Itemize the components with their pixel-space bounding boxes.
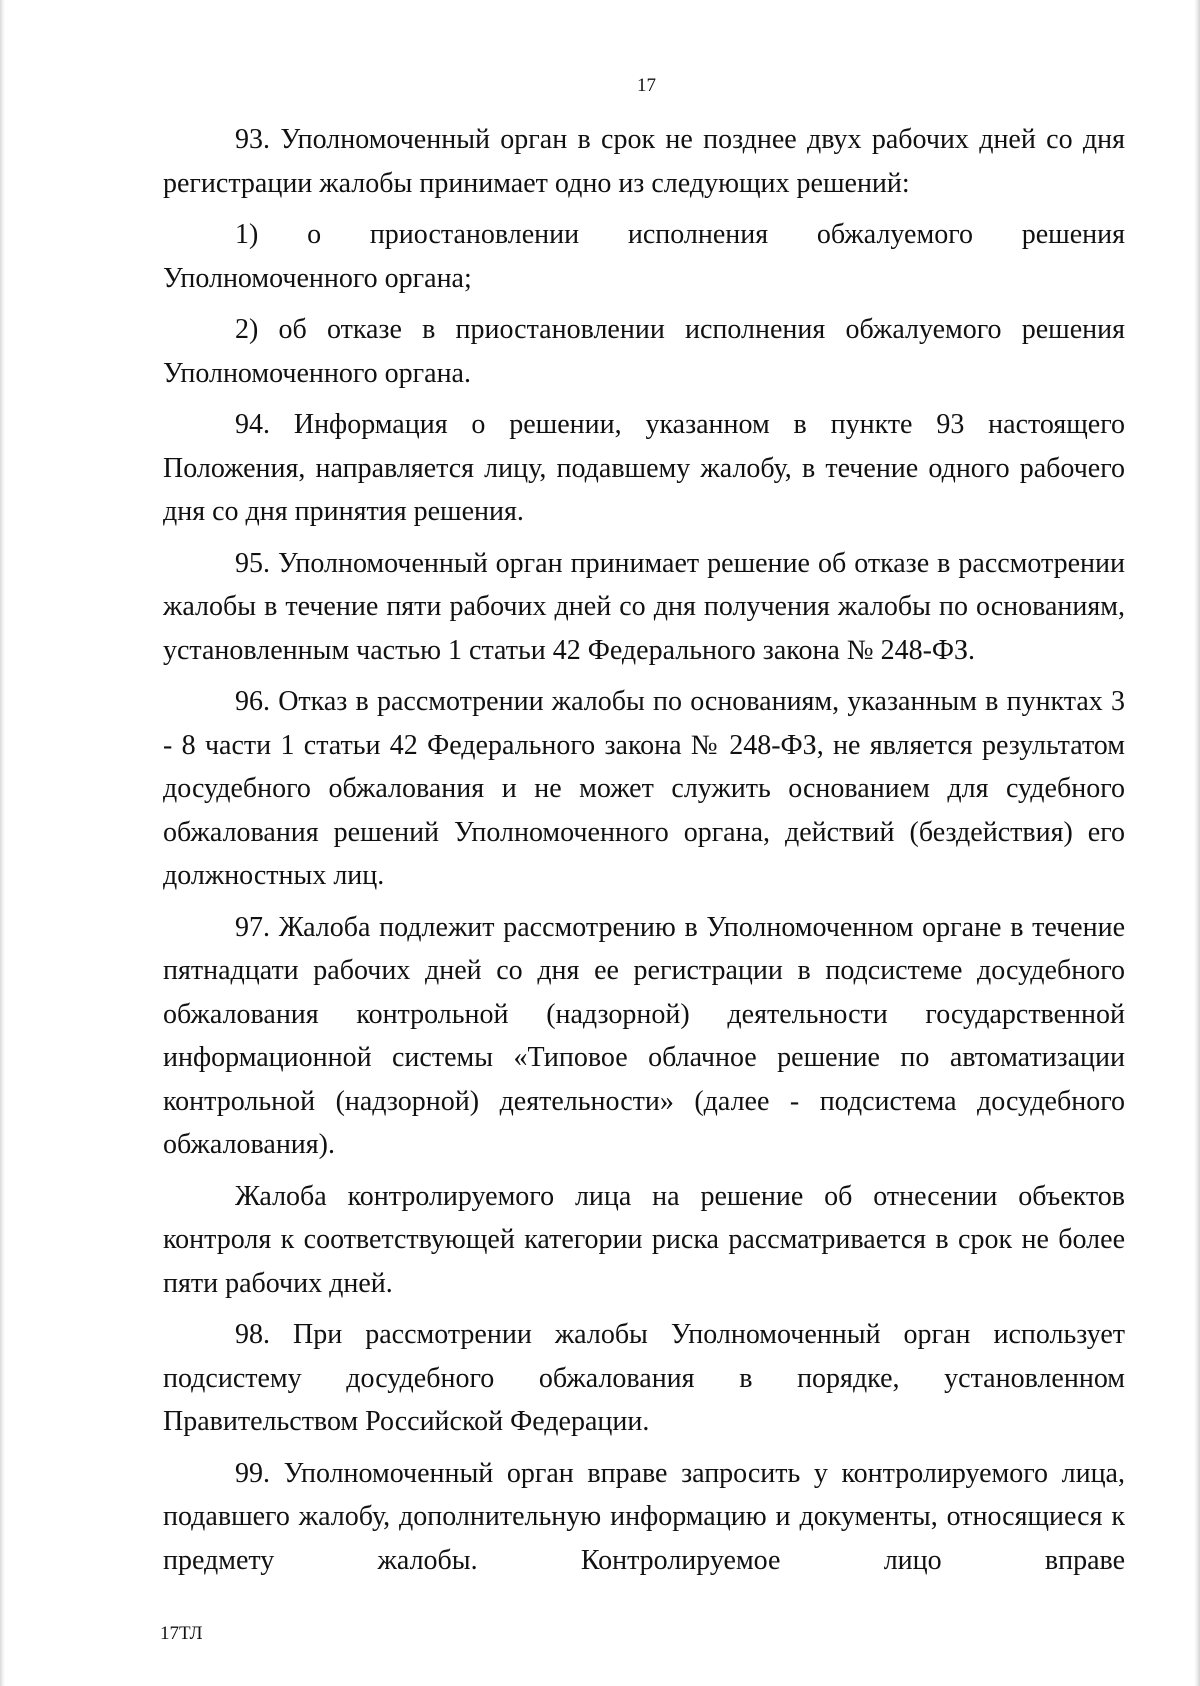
paragraph-98: 98. При рассмотрении жалобы Уполномоченный орган использует подсистему досудебного обжалования в порядке, установленном Правительством Российской Федерации. — [163, 1319, 1125, 1437]
scan-edge-right — [1194, 0, 1200, 1686]
paragraph-94: 94. Информация о решении, указанном в пункте 93 настоящего Положения, направляется лицу, подавшему жалобу, в течение одного рабочего дня со дня принятия решения. — [163, 409, 1125, 527]
paragraph-96: 96. Отказ в рассмотрении жалобы по основаниям, указанным в пунктах 3 - 8 части 1 статьи 42 Федерального закона № 248-ФЗ, не является результатом досудебного обжалования и не может служить основанием для судебного обжалования решений Уполномоченного органа, действий (бездействия) его должностных лиц. — [163, 686, 1125, 891]
page-number: 17 — [637, 75, 656, 96]
paragraph-93: 93. Уполномоченный орган в срок не позднее двух рабочих дней со дня регистрации жалобы принимает одно из следующих решений: — [163, 124, 1125, 199]
paragraph-95: 95. Уполномоченный орган принимает решение об отказе в рассмотрении жалобы в течение пяти рабочих дней со дня получения жалобы по основаниям, установленным частью 1 статьи 42 Федерального закона № 248-ФЗ. — [163, 547, 1125, 666]
paragraph-99: 99. Уполномоченный орган вправе запросить у контролируемого лица, подавшего жалобу, дополнительную информацию и документы, относящиеся к предмету жалобы. Контролируемое лицо вправе — [163, 1457, 1125, 1576]
document-code: 17ТЛ — [160, 1623, 203, 1644]
paragraph-93-item-2: 2) об отказе в приостановлении исполнения обжалуемого решения Уполномоченного органа. — [163, 314, 1125, 389]
paragraph-97-risk-category: Жалоба контролируемого лица на решение об отнесении объектов контроля к соответствующей категории риска рассматривается в срок не более пяти рабочих дней. — [163, 1180, 1125, 1299]
paragraph-97: 97. Жалоба подлежит рассмотрению в Уполномоченном органе в течение пятнадцати рабочих дней со дня ее регистрации в подсистеме досудебного обжалования контрольной (надзорной) деятельности государственной информационной системы «Типовое облачное решение по автоматизации контрольной (надзорной) деятельности» (далее - подсистема досудебного обжалования). — [163, 911, 1125, 1160]
body-text — [163, 118, 1125, 1590]
scan-edge-left — [0, 0, 5, 1686]
paragraph-93-item-1: 1) о приостановлении исполнения обжалуемого решения Уполномоченного органа; — [163, 219, 1125, 294]
